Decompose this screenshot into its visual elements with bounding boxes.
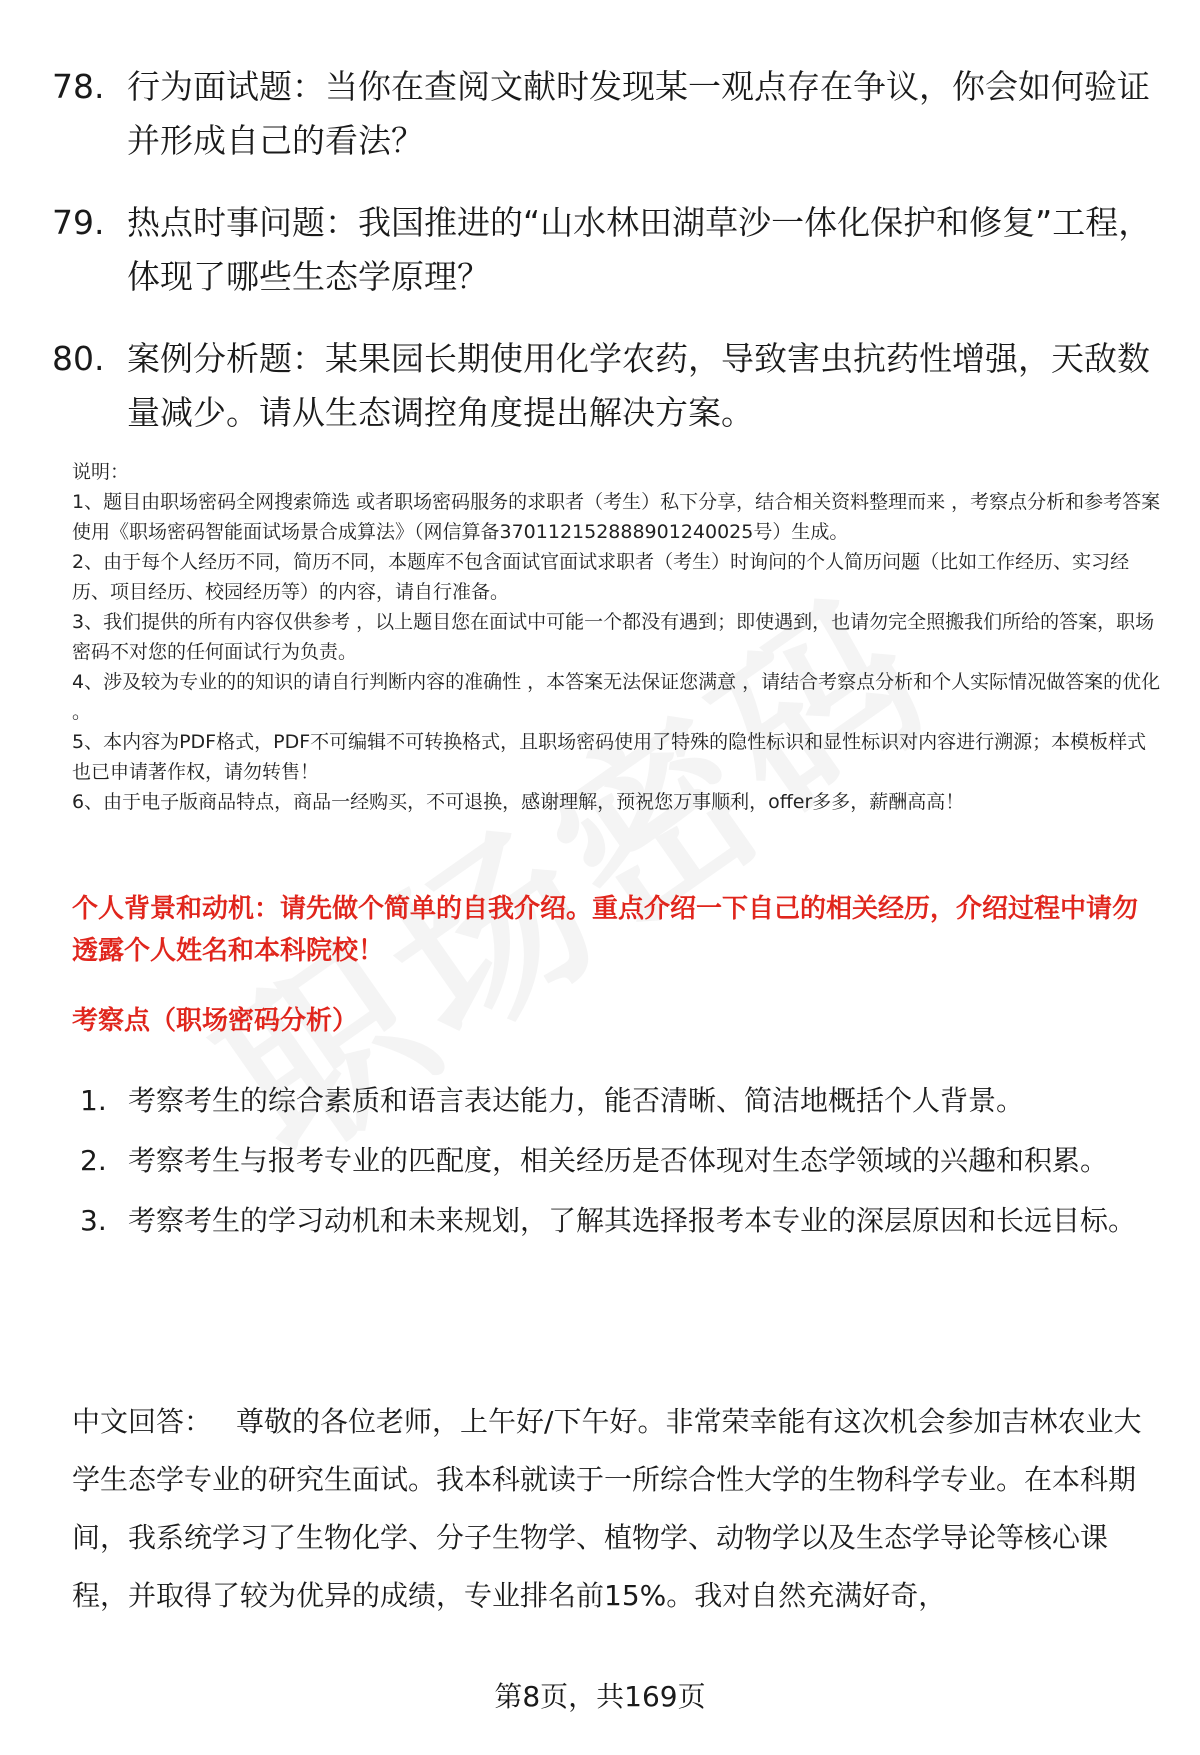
note-item: 6、由于电子版商品特点，商品一经购买，不可退换，感谢理解，预祝您万事顺利，offer多多，薪酬高高！ <box>72 791 965 813</box>
point-text: 考察考生的学习动机和未来规划，了解其选择报考本专业的深层原因和长远目标。 <box>128 1204 1137 1237</box>
question-text: 热点时事问题：我国推进的“山水林田湖草沙一体化保护和修复”工程，体现了哪些生态学原理？ <box>127 203 1152 296</box>
question-number: 78. <box>52 67 105 106</box>
note-item: 2、由于每个人经历不同，简历不同，本题库不包含面试官面试求职者（考生）时询问的个人简历问题（比如工作经历、实习经历、项目经历、校园经历等）的内容，请自行准备。 <box>72 551 1130 603</box>
note-item: 3、我们提供的所有内容仅供参考 ，以上题目您在面试中可能一个都没有遇到；即使遇到，也请勿完全照搬我们所给的答案，职场密码不对您的任何面试行为负责。 <box>72 611 1155 663</box>
question-item <box>52 60 1152 168</box>
answer-block <box>72 1393 1152 1625</box>
assessment-points <box>80 1072 1160 1252</box>
notes-title: 说明： <box>72 461 130 483</box>
question-text: 行为面试题：当你在查阅文献时发现某一观点存在争议，你会如何验证并形成自己的看法？ <box>127 67 1150 160</box>
note-item: 1、题目由职场密码全网搜索筛选 或者职场密码服务的求职者（考生）私下分享，结合相关资料整理而来 ，考察点分析和参考答案使用《职场密码智能面试场景合成算法》（网信算备370112152888901240025号）生成。 <box>72 491 1161 543</box>
notes-block <box>72 457 1162 817</box>
question-number: 80. <box>52 339 105 378</box>
note-item: 5、本内容为PDF格式，PDF不可编辑不可转换格式，且职场密码使用了特殊的隐性标识和显性标识对内容进行溯源；本模板样式也已申请著作权，请勿转售！ <box>72 731 1147 783</box>
point-item <box>80 1192 1160 1250</box>
question-text: 案例分析题：某果园长期使用化学农药，导致害虫抗药性增强，天敌数量减少。请从生态调控角度提出解决方案。 <box>127 339 1150 432</box>
question-list <box>52 60 1152 468</box>
note-item: 4、涉及较为专业的的知识的请自行判断内容的准确性 ，本答案无法保证您满意 ，请结合考察点分析和个人实际情况做答案的优化 。 <box>72 671 1161 723</box>
answer-label: 中文回答： <box>72 1405 213 1438</box>
point-item <box>80 1132 1160 1190</box>
point-item <box>80 1072 1160 1130</box>
question-item <box>52 332 1152 440</box>
page-footer: 第8页，共169页 <box>494 1680 706 1713</box>
point-text: 考察考生与报考专业的匹配度，相关经历是否体现对生态学领域的兴趣和积累。 <box>128 1144 1109 1177</box>
point-number: 2. <box>80 1144 107 1177</box>
section-title: 个人背景和动机：请先做个简单的自我介绍。重点介绍一下自己的相关经历，介绍过程中请勿透露个人姓名和本科院校！ <box>72 894 1139 966</box>
question-number: 79. <box>52 203 105 242</box>
answer-text: 尊敬的各位老师，上午好/下午好。非常荣幸能有这次机会参加吉林农业大学生态学专业的研究生面试。我本科就读于一所综合性大学的生物科学专业。在本科期间，我系统学习了生物化学、分子生物学、植物学、动物学以及生态学导论等核心课程，并取得了较为优异的成绩，专业排名前15%。我对自然充满好奇， <box>72 1405 1142 1612</box>
question-item <box>52 196 1152 304</box>
section-subtitle: 考察点（职场密码分析） <box>72 1006 359 1036</box>
point-text: 考察考生的综合素质和语言表达能力，能否清晰、简洁地概括个人背景。 <box>128 1084 1025 1117</box>
point-number: 3. <box>80 1204 107 1237</box>
point-number: 1. <box>80 1084 107 1117</box>
